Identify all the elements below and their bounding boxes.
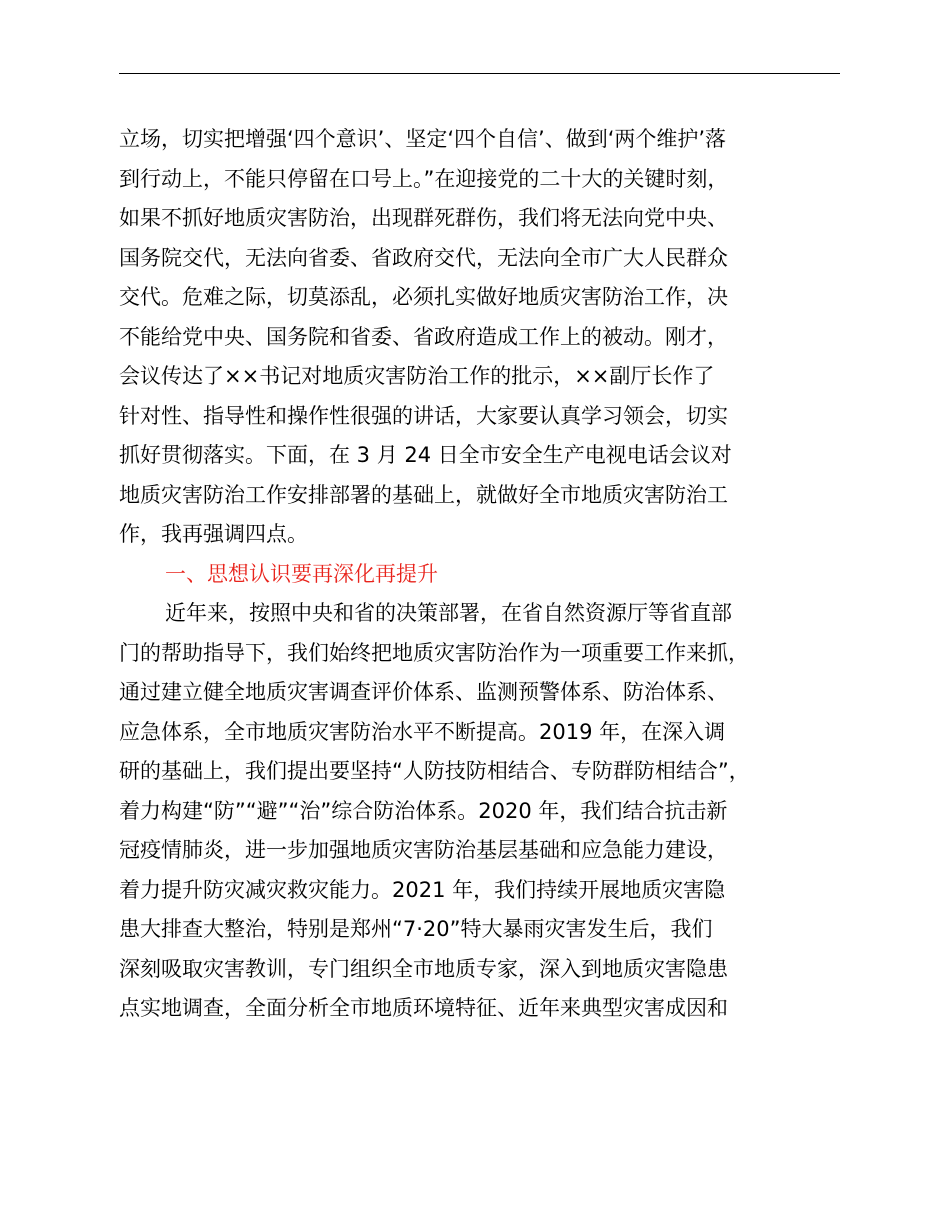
text-line: 患大排查大整治，特别是郑州“7·20”特大暴雨灾害发生后，我们 (119, 917, 713, 941)
section-heading: 一、思想认识要再深化再提升 (165, 561, 438, 586)
text-line: 门的帮助指导下，我们始终把地质灾害防治作为一项重要工作来抓， (119, 640, 749, 665)
document-body (119, 120, 840, 1029)
text-line: 深刻吸取灾害教训，专门组织全市地质专家，深入到地质灾害隐患 (119, 956, 728, 981)
header-rule (119, 73, 840, 74)
text-line: 交代。危难之际，切莫添乱，必须扎实做好地质灾害防治工作，决 (119, 285, 728, 309)
text-line: 点实地调查，全面分析全市地质环境特征、近年来典型灾害成因和 (119, 996, 728, 1020)
paragraph-intro (119, 120, 840, 555)
text-line: 到行动上，不能只停留在口号上。”在迎接党的二十大的关键时刻， (119, 166, 729, 191)
text-line: 会议传达了××书记对地质灾害防治工作的批示，××副厅长作了 (119, 364, 715, 388)
text-line: 研的基础上，我们提出要坚持“人防技防相结合、专防群防相结合”， (119, 759, 750, 783)
text-line: 通过建立健全地质灾害调查评价体系、监测预警体系、防治体系、 (119, 680, 728, 704)
text-line: 针对性、指导性和操作性很强的讲话，大家要认真学习领会，切实 (119, 403, 728, 428)
text-line: 立场，切实把增强‘四个意识’、坚定‘四个自信’、做到‘两个维护’落 (119, 127, 727, 151)
text-line: 如果不抓好地质灾害防治，出现群死群伤，我们将无法向党中央、 (119, 206, 728, 230)
text-line: 地质灾害防治工作安排部署的基础上，就做好全市地质灾害防治工 (119, 482, 728, 507)
paragraph-recent-years (119, 594, 840, 1029)
text-line: 抓好贯彻落实。下面，在 3 月 24 日全市安全生产电视电话会议对 (119, 443, 732, 467)
text-line: 冠疫情肺炎，进一步加强地质灾害防治基层基础和应急能力建设， (119, 838, 728, 862)
text-line: 作，我再强调四点。 (119, 522, 308, 546)
text-line: 国务院交代，无法向省委、省政府交代，无法向全市广大人民群众 (119, 245, 728, 270)
text-line: 近年来，按照中央和省的决策部署，在省自然资源厅等省直部 (165, 601, 732, 625)
text-line: 应急体系，全市地质灾害防治水平不断提高。2019 年，在深入调 (119, 719, 726, 744)
text-line: 着力提升防灾减灾救灾能力。2021 年，我们持续开展地质灾害隐 (119, 877, 726, 902)
text-line: 着力构建“防”“避”“治”综合防治体系。2020 年，我们结合抗击新 (119, 798, 728, 823)
text-line: 不能给党中央、国务院和省委、省政府造成工作上的被动。刚才， (119, 324, 728, 349)
